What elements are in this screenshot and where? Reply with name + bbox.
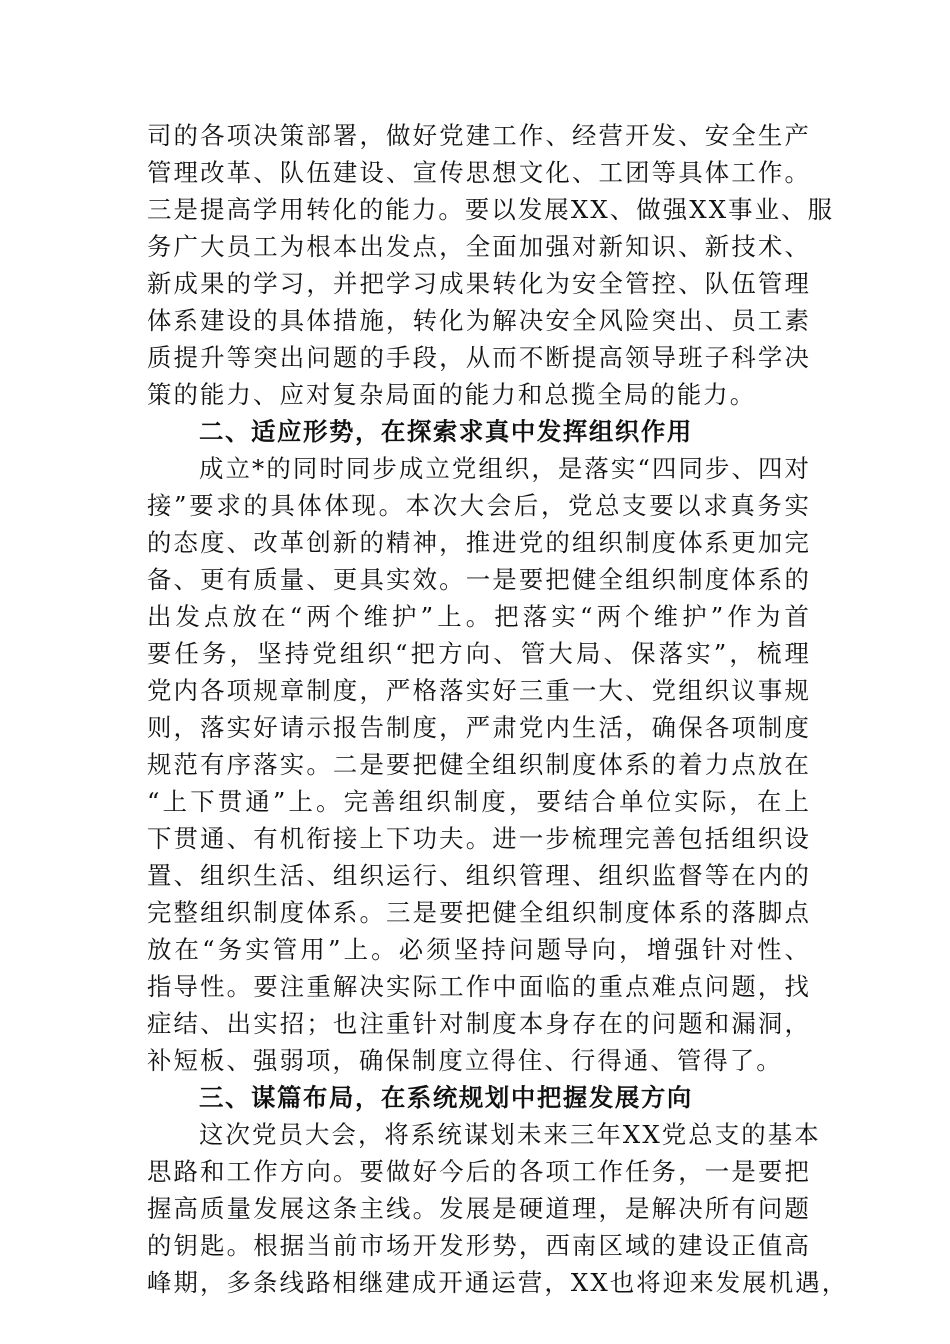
- paragraph-line: 司的各项决策部署，做好党建工作、经营开发、安全生产: [147, 121, 811, 150]
- paragraph-line: 峰期，多条线路相继建成开通运营，XX也将迎来发展机遇，: [147, 1268, 849, 1297]
- paragraph-line: 体系建设的具体措施，转化为解决安全风险突出、员工素: [147, 306, 811, 335]
- paragraph-line: 新成果的学习，并把学习成果转化为安全管控、队伍管理: [147, 269, 811, 298]
- paragraph-line: 成立*的同时同步成立党组织，是落实“四同步、四对: [199, 454, 811, 483]
- paragraph-line: 规范有序落实。二是要把健全组织制度体系的着力点放在: [147, 750, 811, 779]
- paragraph-line: 下贯通、有机衔接上下功夫。进一步梳理完善包括组织设: [147, 824, 811, 853]
- paragraph-line: 要任务，坚持党组织“把方向、管大局、保落实”，梳理: [147, 639, 811, 668]
- paragraph-line: 接”要求的具体体现。本次大会后，党总支要以求真务实: [147, 491, 811, 520]
- paragraph-line: 握高质量发展这条主线。发展是硬道理，是解决所有问题: [147, 1194, 811, 1223]
- paragraph-line: 则，落实好请示报告制度，严肃党内生活，确保各项制度: [147, 713, 811, 742]
- paragraph-line: 务广大员工为根本出发点，全面加强对新知识、新技术、: [147, 232, 811, 261]
- paragraph-line: 管理改革、队伍建设、宣传思想文化、工团等具体工作。: [147, 158, 811, 187]
- paragraph-line: 质提升等突出问题的手段，从而不断提高领导班子科学决: [147, 343, 811, 372]
- paragraph-line: 党内各项规章制度，严格落实好三重一大、党组织议事规: [147, 676, 811, 705]
- document-body: [147, 117, 849, 1301]
- paragraph-line: 三是提高学用转化的能力。要以发展XX、做强XX事业、服: [147, 195, 835, 224]
- paragraph-line: 出发点放在“两个维护”上。把落实“两个维护”作为首: [147, 602, 811, 631]
- paragraph-line: 置、组织生活、组织运行、组织管理、组织监督等在内的: [147, 861, 811, 890]
- paragraph-line: 补短板、强弱项，确保制度立得住、行得通、管得了。: [147, 1046, 783, 1075]
- paragraph-line: 策的能力、应对复杂局面的能力和总揽全局的能力。: [147, 380, 757, 409]
- paragraph-line: 症结、出实招；也注重针对制度本身存在的问题和漏洞，: [147, 1009, 811, 1038]
- paragraph-line: “上下贯通”上。完善组织制度，要结合单位实际，在上: [147, 787, 811, 816]
- section-heading-2: 二、适应形势，在探索求真中发挥组织作用: [199, 417, 693, 446]
- paragraph-line: 指导性。要注重解决实际工作中面临的重点难点问题，找: [147, 972, 811, 1001]
- paragraph-line: 这次党员大会，将系统谋划未来三年XX党总支的基本: [199, 1120, 821, 1149]
- paragraph-line: 的态度、改革创新的精神，推进党的组织制度体系更加完: [147, 528, 811, 557]
- paragraph-line: 备、更有质量、更具实效。一是要把健全组织制度体系的: [147, 565, 811, 594]
- section-heading-3: 三、谋篇布局，在系统规划中把握发展方向: [199, 1083, 693, 1112]
- paragraph-line: 思路和工作方向。要做好今后的各项工作任务，一是要把: [147, 1157, 811, 1186]
- paragraph-line: 的钥匙。根据当前市场开发形势，西南区域的建设正值高: [147, 1231, 811, 1260]
- paragraph-line: 完整组织制度体系。三是要把健全组织制度体系的落脚点: [147, 898, 811, 927]
- paragraph-line: 放在“务实管用”上。必须坚持问题导向，增强针对性、: [147, 935, 811, 964]
